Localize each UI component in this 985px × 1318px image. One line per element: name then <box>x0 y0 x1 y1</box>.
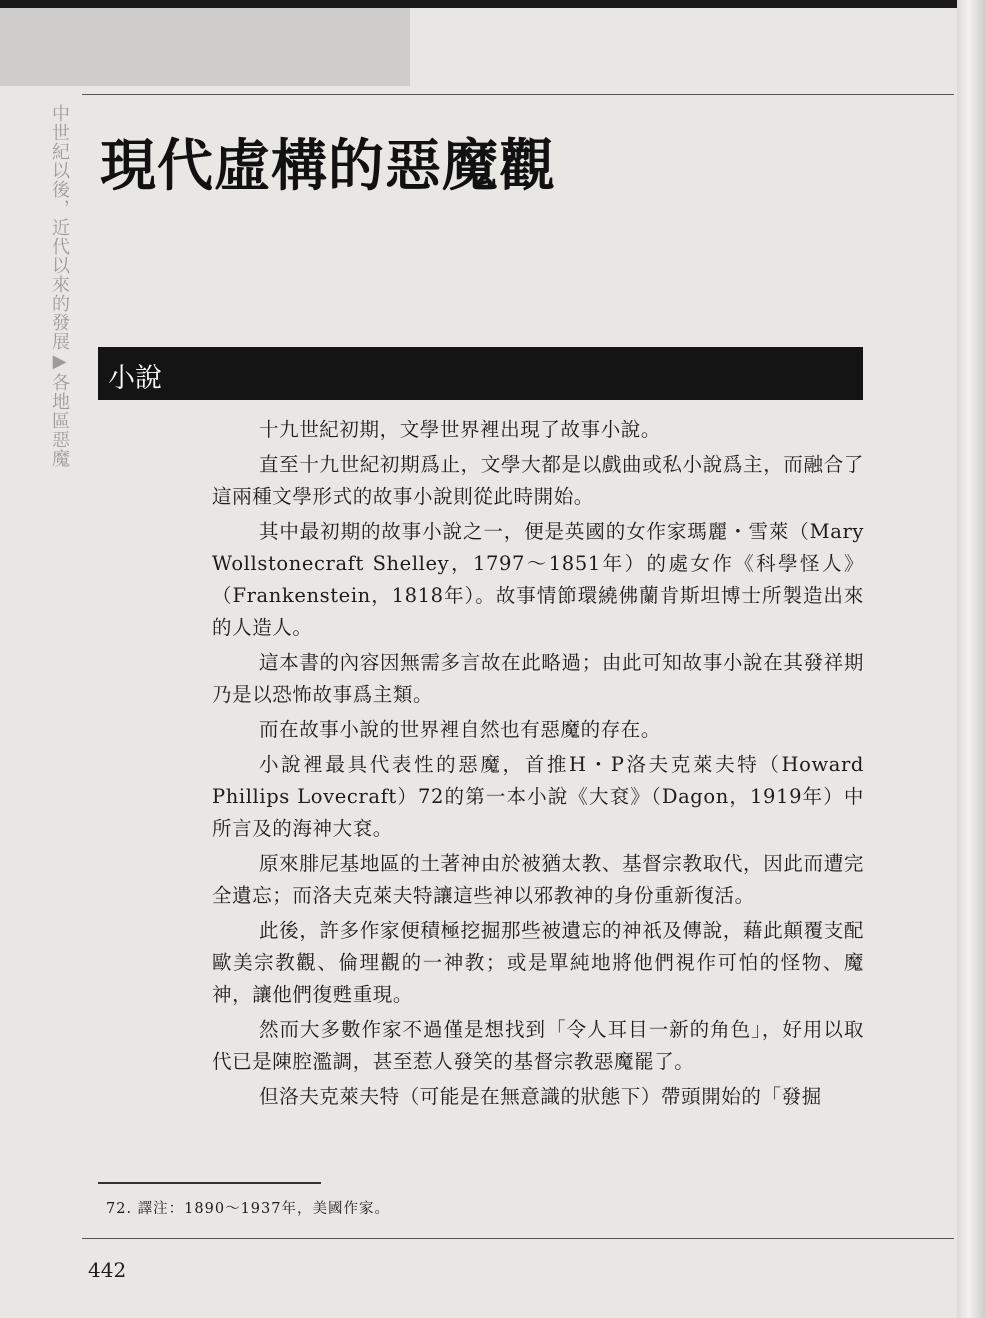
footer-rule <box>82 1238 954 1239</box>
paragraph: 小說裡最具代表性的惡魔，首推H・P洛夫克萊夫特（Howard Phillips Lovecraft）72的第一本小說《大袞》（Dagon，1919年）中所言及的海神大袞。 <box>212 753 864 840</box>
paragraph: 而在故事小說的世界裡自然也有惡魔的存在。 <box>259 718 662 741</box>
paragraph: 這本書的內容因無需多言故在此略過；由此可知故事小說在其發祥期乃是以恐怖故事爲主類。 <box>212 651 864 706</box>
bleed-through-area <box>0 8 410 86</box>
body-text <box>212 414 864 1116</box>
header-rule <box>82 94 954 95</box>
paragraph: 直至十九世紀初期爲止，文學大都是以戲曲或私小說爲主，而融合了這兩種文學形式的故事小說則從此時開始。 <box>212 453 864 508</box>
side-running-header: 中世紀以後，近代以來的發展▶各地區惡魔 <box>49 104 70 468</box>
page-title: 現代虛構的惡魔觀 <box>100 134 556 199</box>
paragraph: 十九世紀初期，文學世界裡出現了故事小說。 <box>259 418 662 441</box>
page-number: 442 <box>88 1258 127 1282</box>
section-heading-bar <box>98 347 863 400</box>
paragraph: 其中最初期的故事小說之一，便是英國的女作家瑪麗・雪萊（Mary Wollstonecraft Shelley，1797～1851年）的處女作《科學怪人》（Frankenstein，1818年）。故事情節環繞佛蘭肯斯坦博士所製造出來的人造人。 <box>212 520 864 639</box>
page-top-shadow <box>0 0 985 8</box>
paragraph: 然而大多數作家不過僅是想找到「令人耳目一新的角色」，好用以取代已是陳腔濫調，甚至惹人發笑的基督宗教惡魔罷了。 <box>212 1018 864 1073</box>
book-spine-edge <box>957 0 985 1318</box>
footnote: 72. 譯注：1890～1937年，美國作家。 <box>106 1201 390 1217</box>
paragraph: 但洛夫克萊夫特（可能是在無意識的狀態下）帶頭開始的「發掘 <box>259 1085 822 1108</box>
paragraph: 此後，許多作家便積極挖掘那些被遺忘的神祇及傳說，藉此顛覆支配歐美宗教觀、倫理觀的一神教；或是單純地將他們視作可怕的怪物、魔神，讓他們復甦重現。 <box>212 919 864 1006</box>
paragraph: 原來腓尼基地區的土著神由於被猶太教、基督宗教取代，因此而遭完全遺忘；而洛夫克萊夫特讓這些神以邪教神的身份重新復活。 <box>212 852 864 907</box>
footnote-rule <box>98 1182 321 1184</box>
section-heading-label: 小說 <box>108 363 162 394</box>
